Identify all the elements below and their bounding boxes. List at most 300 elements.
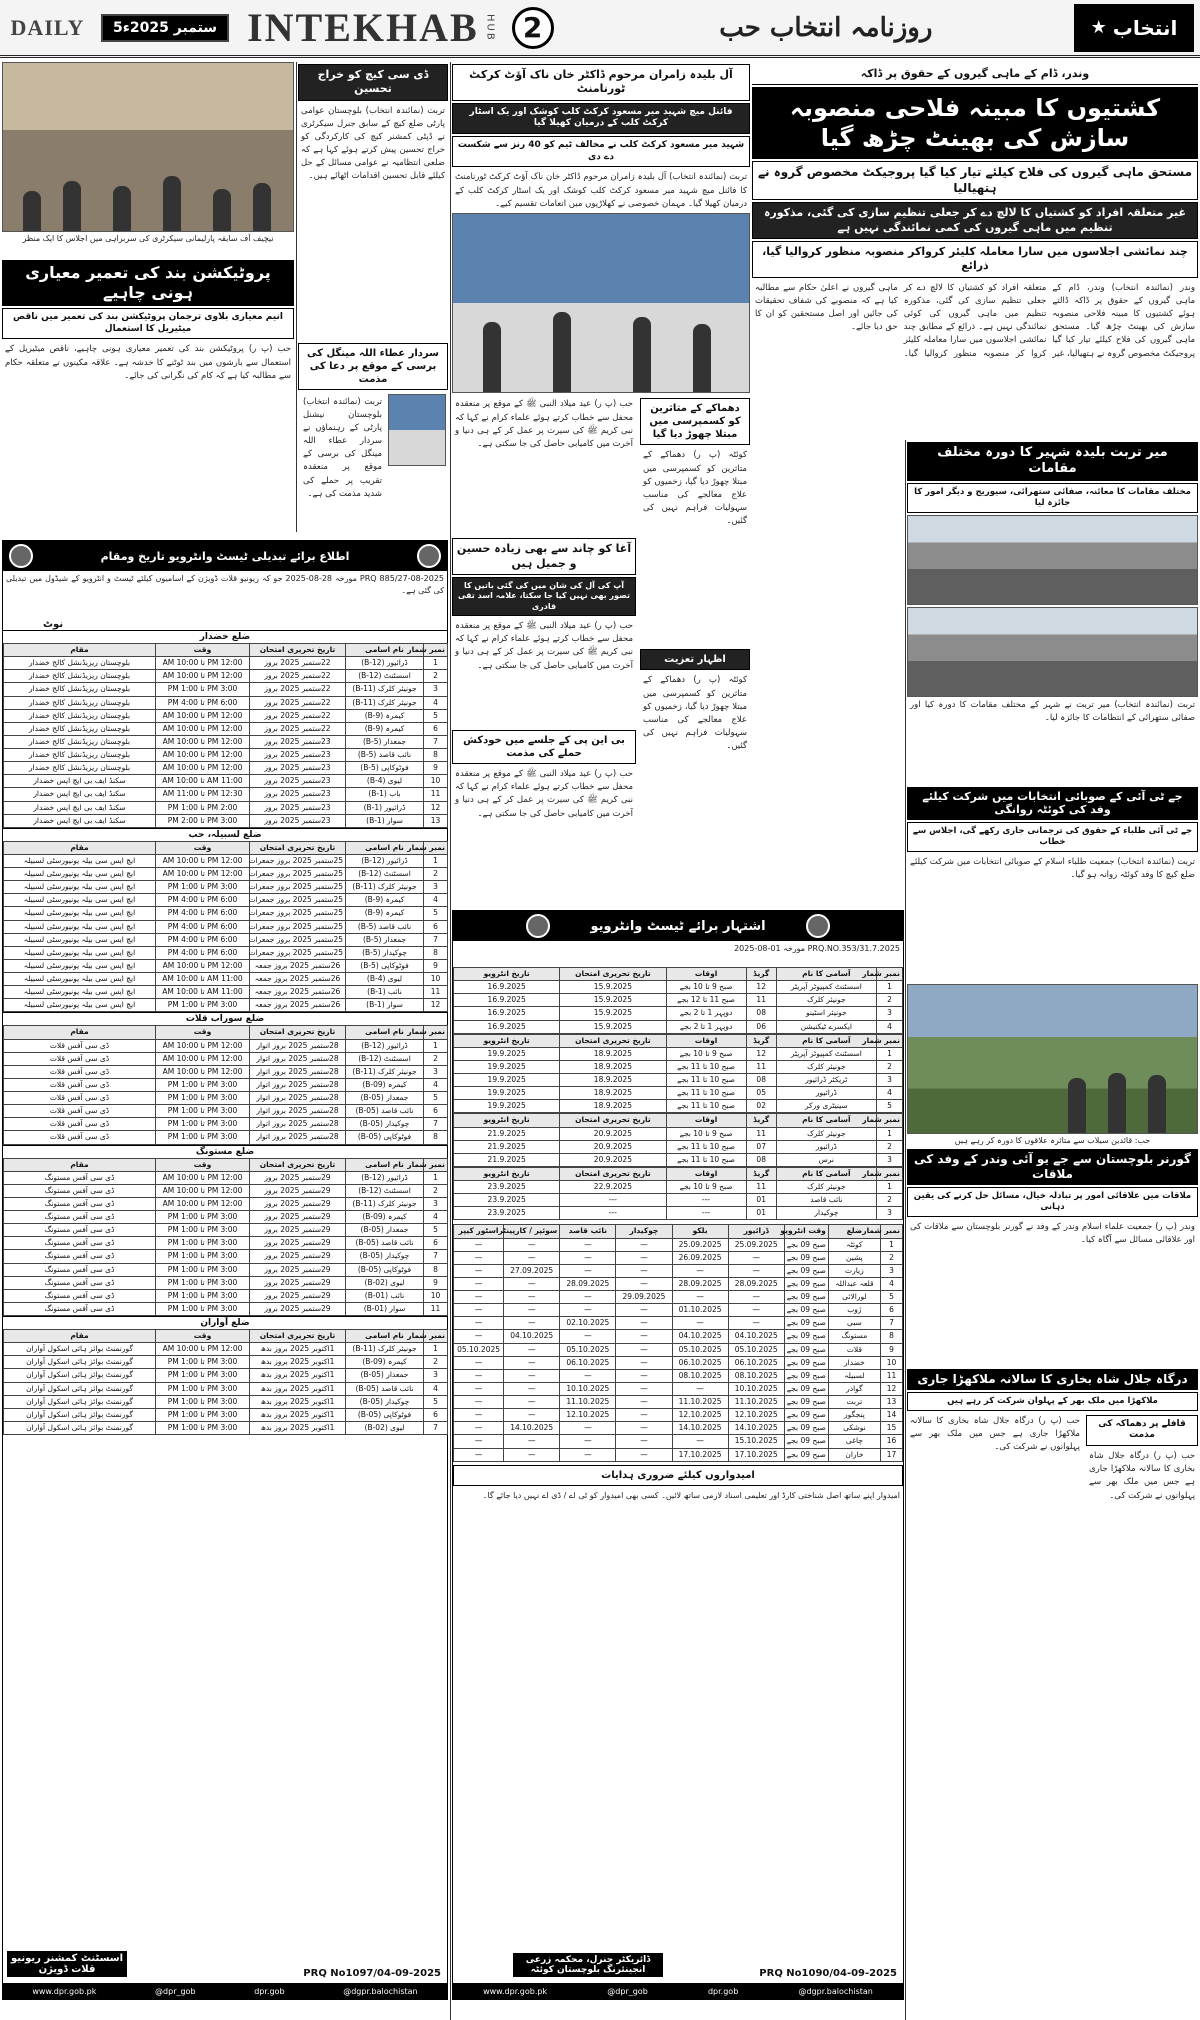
- table-cell: گوادر: [828, 1382, 880, 1395]
- table-cell: 3: [424, 1369, 448, 1382]
- ad-left-footer: [3, 1983, 447, 1999]
- table-cell: 12:00 PM تا 10:00 AM: [156, 1052, 250, 1065]
- religious-section: [452, 396, 750, 856]
- table-cell: 29.09.2025: [616, 1291, 672, 1304]
- table-cell: زیارت: [828, 1264, 880, 1277]
- table-header-row: [4, 1158, 448, 1171]
- table-cell: ڈی سی آفس قلات: [4, 1131, 156, 1144]
- table-cell: 11:00 AM تا 10:00 AM: [156, 973, 250, 986]
- table-cell: نائب قاصد: [776, 1194, 876, 1207]
- table-cell: —: [454, 1356, 504, 1369]
- table-cell: 15.9.2025: [560, 1007, 666, 1020]
- table-cell: 6: [880, 1304, 902, 1317]
- table-cell: 11: [746, 1181, 776, 1194]
- mayor-visit-headline: میر تربت بلیدہ شہیر کا دورہ مختلف مقامات: [907, 442, 1198, 481]
- table-row: [454, 1435, 903, 1448]
- table-cell: 26ستمبر 2025 بروز جمعہ: [250, 959, 346, 972]
- lead-body: وندر (نمائندہ انتخاب) وندر، ڈام کے ماہی گیروں کے حقوق پر ڈاکہ ڈالتے ہوئے کشتیوں کا مبینہ فلاحی منصوبہ سازش کی بھینٹ چڑھ گیا۔ مستحق ماہی گیروں کی فلاح کیلئے تیار کیا گیا پروجیکٹ مخصوص گروہ نے ہتھیالیا، غیر متعلقہ افراد کو کشتیاں کا لالچ دے کر جعلی تنظیم سازی کی گئی، مذکورہ تنظیم میں ماہی گیروں کی کوئی نمائندگی نہیں ہے۔ ذرائع کے مطابق چند نمائشی اجلاسوں میں سارا معاملہ کلیئر کروا کر منصوبہ منظور کروالیا گیا۔ ماہی گیروں نے اعلیٰ حکام سے مطالبہ کیا ہے کہ منصوبے کی شفاف تحقیقات کی جائیں اور اصل مستحقین کو ان کا حق دیا جائے۔: [755, 282, 1195, 359]
- table-cell: —: [672, 1317, 728, 1330]
- table-cell: جونیئر کلرک: [776, 1181, 876, 1194]
- table-cell: —: [616, 1317, 672, 1330]
- table-row: [4, 801, 448, 814]
- table-cell: 10: [424, 973, 448, 986]
- table-cell: 13: [424, 814, 448, 827]
- table-cell: 20.9.2025: [560, 1140, 666, 1153]
- table-cell: 1اکتوبر 2025 بروز بدھ: [250, 1369, 346, 1382]
- column-header: نمبر شمار: [876, 968, 902, 981]
- column-header: تاریخ تحریری امتحان: [250, 644, 346, 657]
- table-cell: —: [454, 1238, 504, 1251]
- table-cell: —: [454, 1330, 504, 1343]
- schedule-table: [453, 967, 903, 1034]
- table-header-row: [454, 1034, 903, 1047]
- table-cell: 1اکتوبر 2025 بروز بدھ: [250, 1356, 346, 1369]
- table-cell: فوٹوکاپی (B-05): [346, 1408, 424, 1421]
- table-cell: 16.9.2025: [454, 1020, 560, 1033]
- table-cell: 23.9.2025: [454, 1181, 560, 1194]
- obituary-body: تربت (نمائندہ انتخاب) بلوچستان نیشنل پارٹی کے رہنماؤں نے سردار عطاء اللہ مینگل کی برسی کے موقع پر منعقدہ تقریب پر حملے کی شدید مذمت کی ہے۔: [303, 396, 382, 499]
- mayor-visit-subhead: مختلف مقامات کا معائنہ، صفائی ستھرائی، سیوریج و دیگر امور کا جائزہ لیا: [907, 483, 1198, 513]
- table-row: [454, 1277, 903, 1290]
- table-cell: 4: [424, 1211, 448, 1224]
- table-cell: 28ستمبر 2025 بروز اتوار: [250, 1039, 346, 1052]
- table-row: [454, 1087, 903, 1100]
- table-row: [4, 683, 448, 696]
- table-cell: جمعدار (B-5): [346, 933, 424, 946]
- table-cell: ڈی سی آفس مستونگ: [4, 1237, 156, 1250]
- ad-left-tables: [3, 630, 447, 1435]
- table-cell: 7: [880, 1317, 902, 1330]
- table-cell: ---: [666, 1194, 746, 1207]
- table-cell: 28ستمبر 2025 بروز اتوار: [250, 1065, 346, 1078]
- schedule-table: [3, 643, 448, 828]
- table-cell: نائب (B-1): [346, 986, 424, 999]
- instagram-handle[interactable]: dpr.gob: [254, 1986, 285, 1996]
- condolence-body: کوئٹہ (پ ر) دھماکے کے متاثرین کو کسمپرسی میں مبتلا چھوڑ دیا گیا، زخمیوں کو علاج معالجے کی مناسب سہولیات فراہم نہیں کی گئیں۔: [643, 675, 747, 752]
- column-divider: [296, 62, 297, 532]
- table-cell: 25ستمبر 2025 بروز جمعرات: [250, 920, 346, 933]
- table-cell: بلوچستان ریزیڈنشل کالج خضدار: [4, 696, 156, 709]
- twitter-handle[interactable]: @dpr_gob: [607, 1986, 648, 1996]
- blast-victims-column: [640, 396, 750, 856]
- table-cell: 12:00 PM تا 10:00 AM: [156, 657, 250, 670]
- table-cell: —: [504, 1356, 560, 1369]
- dc-kech-headline: ڈی سی کیچ کو خراج تحسین: [298, 64, 448, 101]
- table-cell: —: [454, 1277, 504, 1290]
- table-row: [454, 1074, 903, 1087]
- flood-photo-caption: حب: قائدین سیلاب سے متاثرہ علاقوں کا دورہ کر رہے ہیں: [954, 1136, 1151, 1146]
- column-header: نام اسامی: [346, 1026, 424, 1039]
- table-cell: 3:00 PM تا 1:00 PM: [156, 1395, 250, 1408]
- table-cell: 14.10.2025: [728, 1422, 784, 1435]
- table-cell: جونیئر کلرک (B-11): [346, 1197, 424, 1210]
- table-cell: اسسٹنٹ (B-12): [346, 868, 424, 881]
- table-cell: ایچ ایس سی بیلہ یونیورسٹی لسبیلہ: [4, 894, 156, 907]
- person-figure: [113, 186, 131, 231]
- table-cell: جونیئر کلرک: [776, 1127, 876, 1140]
- table-row: [454, 1153, 903, 1166]
- blast-victims-headline: دھماکے کے متاثرین کو کسمپرسی میں مبتلا چھوڑ دیا گیا: [640, 398, 750, 445]
- table-cell: 29ستمبر 2025 بروز: [250, 1211, 346, 1224]
- table-cell: 3:00 PM تا 1:00 PM: [156, 683, 250, 696]
- schedule-table: [453, 1224, 903, 1461]
- table-cell: بلوچستان ریزیڈنشل کالج خضدار: [4, 683, 156, 696]
- table-cell: سبی: [828, 1317, 880, 1330]
- table-cell: دوپہر 1 تا 2 بجے: [666, 1007, 746, 1020]
- table-cell: 22ستمبر 2025 بروز: [250, 709, 346, 722]
- table-cell: 19.9.2025: [454, 1074, 560, 1087]
- table-row: [4, 1105, 448, 1118]
- table-cell: ایچ ایس سی بیلہ یونیورسٹی لسبیلہ: [4, 973, 156, 986]
- table-cell: صبح 09 بجے: [784, 1330, 828, 1343]
- table-cell: صبح 9 تا 10 بجے: [666, 1047, 746, 1060]
- protection-body: حب (پ ر) پروٹیکشن بند کی تعمیر معیاری ہونی چاہیے، ناقص میٹیریل کے استعمال سے بارشوں میں بند ٹوٹنے کا خدشہ ہے۔ علاقہ مکینوں نے متعلقہ حکام سے مطالبہ کیا ہے کہ کام کی نگرانی کی جائے۔: [5, 344, 291, 381]
- table-cell: 23.9.2025: [454, 1207, 560, 1220]
- table-cell: 12:00 PM تا 10:00 AM: [156, 1184, 250, 1197]
- table-cell: —: [728, 1304, 784, 1317]
- table-cell: صبح 09 بجے: [784, 1369, 828, 1382]
- cricket-subhead: فائنل میچ شہید میر مسعود کرکٹ کلب کوشک اور یک اسٹار کرکٹ کلب کے درمیان کھیلا گیا: [452, 103, 750, 134]
- person-figure: [1108, 1073, 1126, 1133]
- table-cell: ایکسرے ٹیکنیشن: [776, 1020, 876, 1033]
- table-cell: 9: [880, 1343, 902, 1356]
- table-cell: چوکیدار (B-05): [346, 1118, 424, 1131]
- table-row: [4, 1250, 448, 1263]
- column-header: تاریخ تحریری امتحان: [250, 841, 346, 854]
- table-row: [4, 1131, 448, 1144]
- table-row: [4, 1343, 448, 1356]
- column-header: گریڈ: [746, 1114, 776, 1127]
- table-cell: 21.9.2025: [454, 1153, 560, 1166]
- column-header: نمبر شمار: [424, 644, 448, 657]
- table-cell: —: [504, 1304, 560, 1317]
- table-cell: 2: [424, 1052, 448, 1065]
- table-cell: 4: [880, 1277, 902, 1290]
- schedule-table: [453, 1113, 903, 1167]
- table-cell: 1اکتوبر 2025 بروز بدھ: [250, 1421, 346, 1434]
- facebook-handle[interactable]: @dgpr.balochistan: [343, 1986, 418, 1996]
- bnp-headline: بی این پی کے جلسے میں خودکش حملے کی مذمت: [452, 730, 636, 764]
- table-cell: فوٹوکاپی (B-05): [346, 1131, 424, 1144]
- table-cell: 23ستمبر 2025 بروز: [250, 788, 346, 801]
- masthead: [0, 0, 1200, 58]
- table-cell: 12.10.2025: [560, 1409, 616, 1422]
- table-cell: 2: [424, 1356, 448, 1369]
- table-row: [454, 1207, 903, 1220]
- web-link[interactable]: www.dpr.gob.pk: [483, 1986, 548, 1996]
- column-header: نمبر شمار: [424, 1026, 448, 1039]
- table-cell: صبح 09 بجے: [784, 1356, 828, 1369]
- table-row: [454, 1140, 903, 1153]
- table-row: [454, 1264, 903, 1277]
- table-cell: 25ستمبر 2025 بروز جمعرات: [250, 854, 346, 867]
- table-cell: 6:00 PM تا 4:00 PM: [156, 920, 250, 933]
- table-cell: 08: [746, 1074, 776, 1087]
- table-row: [454, 981, 903, 994]
- table-row: [454, 1047, 903, 1060]
- table-cell: 7: [424, 1421, 448, 1434]
- table-cell: 3:00 PM تا 1:00 PM: [156, 999, 250, 1012]
- table-cell: 12:00 PM تا 10:00 AM: [156, 735, 250, 748]
- table-cell: 3:00 PM تا 1:00 PM: [156, 1408, 250, 1421]
- column-header: وقت: [156, 841, 250, 854]
- table-row: [4, 973, 448, 986]
- column-header: تاریخ تحریری امتحان: [560, 968, 666, 981]
- table-cell: 4: [876, 1087, 902, 1100]
- table-cell: 23ستمبر 2025 بروز: [250, 801, 346, 814]
- table-cell: 28ستمبر 2025 بروز اتوار: [250, 1092, 346, 1105]
- table-cell: 11: [746, 1060, 776, 1073]
- ad-left-signature: [7, 1951, 127, 1977]
- table-cell: سکنڈ ایف بی ایچ ایس خضدار: [4, 775, 156, 788]
- jti-subhead: جے ٹی آئی طلباء کے حقوق کی ترجمانی جاری رکھے گی، اجلاس سے خطاب: [907, 822, 1198, 852]
- table-cell: ڈی سی آفس قلات: [4, 1105, 156, 1118]
- table-cell: 7: [424, 1250, 448, 1263]
- table-row: [4, 1052, 448, 1065]
- table-cell: ڈی سی آفس قلات: [4, 1039, 156, 1052]
- twitter-handle[interactable]: @dpr_gob: [155, 1986, 196, 1996]
- table-cell: 1: [876, 981, 902, 994]
- table-header-row: [4, 1330, 448, 1343]
- table-cell: 3:00 PM تا 1:00 PM: [156, 1131, 250, 1144]
- table-row: [4, 1408, 448, 1421]
- table-row: [4, 933, 448, 946]
- table-cell: 22ستمبر 2025 بروز: [250, 657, 346, 670]
- table-cell: 6: [424, 1408, 448, 1421]
- facebook-handle[interactable]: @dgpr.balochistan: [798, 1986, 873, 1996]
- table-cell: جمعدار (B-05): [346, 1092, 424, 1105]
- lead-subhead-2: غیر متعلقہ افراد کو کشتیاں کا لالچ دے کر جعلی تنظیم سازی کی گئی، مذکورہ تنظیم میں ماہی گیروں کی کمی نمائندگی نہیں ہے: [752, 202, 1198, 239]
- table-cell: —: [616, 1409, 672, 1422]
- masthead-daily: DAILY: [10, 14, 85, 40]
- table-cell: 5: [880, 1291, 902, 1304]
- table-row: [4, 920, 448, 933]
- person-figure: [213, 189, 231, 231]
- table-cell: 25ستمبر 2025 بروز جمعرات: [250, 933, 346, 946]
- district-label: ضلع خضدار: [3, 630, 447, 643]
- govt-seal-icon: [806, 914, 830, 938]
- governor-meeting-headline: گورنر بلوچستان سے جے یو آئی وندر کے وفد کی ملاقات: [907, 1149, 1198, 1185]
- newspaper-logo: [1074, 4, 1194, 52]
- mayor-visit-photo-1: [907, 515, 1198, 605]
- table-cell: جونیئر اسٹینو: [776, 1007, 876, 1020]
- table-cell: 04.10.2025: [504, 1330, 560, 1343]
- table-cell: ڈرائیور (B-12): [346, 1171, 424, 1184]
- column-header: تاریخ انٹرویو: [454, 1167, 560, 1180]
- table-cell: 08.10.2025: [672, 1369, 728, 1382]
- table-cell: چوکیدار (B-05): [346, 1250, 424, 1263]
- column-header: مقام: [4, 841, 156, 854]
- table-cell: ---: [666, 1207, 746, 1220]
- table-cell: —: [672, 1435, 728, 1448]
- table-cell: لیوی (B-02): [346, 1276, 424, 1289]
- table-cell: ڈی سی آفس مستونگ: [4, 1197, 156, 1210]
- table-cell: —: [504, 1435, 560, 1448]
- table-row: [4, 881, 448, 894]
- table-cell: 3:00 PM تا 1:00 PM: [156, 1382, 250, 1395]
- govt-seal-icon: [9, 544, 33, 568]
- jti-headline: جے ٹی آئی کے صوبائی انتخابات میں شرکت کیلئے وفد کی کوئٹہ روانگی: [907, 787, 1198, 821]
- table-cell: 2: [424, 868, 448, 881]
- table-row: [4, 749, 448, 762]
- instructions-headline: امیدواروں کیلئے ضروری ہدایات: [453, 1465, 903, 1486]
- table-cell: گورنمنٹ بوائز ہائی اسکول آواران: [4, 1343, 156, 1356]
- table-cell: جمعدار (B-05): [346, 1369, 424, 1382]
- table-cell: 3: [424, 683, 448, 696]
- table-cell: ڈی سی آفس قلات: [4, 1118, 156, 1131]
- table-cell: گورنمنٹ بوائز ہائی اسکول آواران: [4, 1382, 156, 1395]
- web-link[interactable]: www.dpr.gob.pk: [32, 1986, 97, 1996]
- table-cell: 12: [424, 999, 448, 1012]
- table-cell: —: [560, 1448, 616, 1461]
- column-divider: [450, 62, 451, 2020]
- table-cell: پشین: [828, 1251, 880, 1264]
- table-cell: ڈی سی آفس مستونگ: [4, 1276, 156, 1289]
- column-header: تاریخ انٹرویو: [454, 968, 560, 981]
- table-cell: 3:00 PM تا 1:00 PM: [156, 1224, 250, 1237]
- table-cell: 04.10.2025: [728, 1330, 784, 1343]
- table-cell: 10: [424, 775, 448, 788]
- table-cell: 26.09.2025: [672, 1251, 728, 1264]
- table-cell: —: [504, 1343, 560, 1356]
- table-cell: گورنمنٹ بوائز ہائی اسکول آواران: [4, 1356, 156, 1369]
- ad-mid-signature: [513, 1953, 663, 1977]
- table-cell: صبح 11 تا 12 بجے: [666, 994, 746, 1007]
- person-figure: [63, 181, 81, 231]
- table-cell: صبح 10 تا 11 بجے: [666, 1153, 746, 1166]
- column-header: مقام: [4, 644, 156, 657]
- table-row: [4, 1224, 448, 1237]
- table-row: [4, 696, 448, 709]
- table-row: [4, 1263, 448, 1276]
- table-cell: 11: [746, 994, 776, 1007]
- table-cell: 11: [746, 1127, 776, 1140]
- table-cell: 12:00 PM تا 10:00 AM: [156, 722, 250, 735]
- table-cell: 16.9.2025: [454, 981, 560, 994]
- table-cell: 22.9.2025: [560, 1181, 666, 1194]
- table-cell: بلوچستان ریزیڈنشل کالج خضدار: [4, 657, 156, 670]
- table-header-row: [454, 1114, 903, 1127]
- table-cell: 2: [876, 1140, 902, 1153]
- table-cell: 28ستمبر 2025 بروز اتوار: [250, 1105, 346, 1118]
- table-cell: ---: [560, 1207, 666, 1220]
- column-header: گریڈ: [746, 968, 776, 981]
- table-cell: —: [454, 1264, 504, 1277]
- table-row: [4, 1211, 448, 1224]
- column-header: آسامی کا نام: [776, 1114, 876, 1127]
- table-cell: 3:00 PM تا 1:00 PM: [156, 881, 250, 894]
- table-cell: صبح 09 بجے: [784, 1343, 828, 1356]
- table-cell: 12:00 PM تا 10:00 AM: [156, 1065, 250, 1078]
- table-cell: 25.09.2025: [728, 1238, 784, 1251]
- person-figure: [1068, 1078, 1086, 1133]
- table-cell: —: [616, 1330, 672, 1343]
- column-header: تاریخ تحریری امتحان: [250, 1330, 346, 1343]
- table-cell: 3:00 PM تا 1:00 PM: [156, 1276, 250, 1289]
- table-cell: 9: [424, 959, 448, 972]
- govt-seal-icon: [417, 544, 441, 568]
- table-cell: ایچ ایس سی بیلہ یونیورسٹی لسبیلہ: [4, 946, 156, 959]
- column-header: اوقات: [666, 968, 746, 981]
- table-cell: جونیئر کلرک: [776, 1060, 876, 1073]
- table-cell: لسبیلہ: [828, 1369, 880, 1382]
- table-cell: 1: [880, 1238, 902, 1251]
- table-cell: 28.09.2025: [672, 1277, 728, 1290]
- column-header: نمبر شمار: [880, 1225, 902, 1238]
- table-row: [4, 1171, 448, 1184]
- table-cell: 10: [424, 1289, 448, 1302]
- table-cell: ---: [560, 1194, 666, 1207]
- table-cell: 10.10.2025: [560, 1382, 616, 1395]
- table-cell: —: [560, 1251, 616, 1264]
- table-cell: 19.9.2025: [454, 1087, 560, 1100]
- table-cell: 5: [424, 709, 448, 722]
- table-cell: جونیئر کلرک (B-11): [346, 881, 424, 894]
- obituary-block: [298, 392, 448, 506]
- table-cell: خضدار: [828, 1356, 880, 1369]
- column-header: گریڈ: [746, 1167, 776, 1180]
- ad-left-header: [3, 541, 447, 571]
- test-interview-ad: [452, 910, 904, 2000]
- cricket-headline: آل بلیدہ زامران مرحوم ڈاکٹر خان ناک آؤٹ کرکٹ ٹورنامنٹ: [452, 64, 750, 101]
- table-row: [4, 1369, 448, 1382]
- table-cell: 2: [876, 994, 902, 1007]
- table-cell: اسسٹنٹ (B-12): [346, 670, 424, 683]
- table-row: [4, 722, 448, 735]
- table-cell: 04.10.2025: [672, 1330, 728, 1343]
- table-cell: 27.09.2025: [504, 1264, 560, 1277]
- ad-mid-schedule: [453, 1224, 903, 1461]
- table-cell: ڈی سی آفس قلات: [4, 1065, 156, 1078]
- table-cell: نائب قاصد (B-5): [346, 920, 424, 933]
- table-cell: 28.09.2025: [560, 1277, 616, 1290]
- photo-caption: نیچیف آف سابقہ پارلیمانی سیکرٹری کی سربراہی میں اجلاس کا ایک منظر: [22, 234, 274, 243]
- table-cell: ایچ ایس سی بیلہ یونیورسٹی لسبیلہ: [4, 933, 156, 946]
- table-cell: 19.9.2025: [454, 1047, 560, 1060]
- table-cell: —: [504, 1238, 560, 1251]
- table-cell: 6: [424, 1237, 448, 1250]
- instagram-handle[interactable]: dpr.gob: [707, 1986, 739, 1996]
- table-cell: سوار (B-1): [346, 999, 424, 1012]
- table-row: [4, 854, 448, 867]
- column-header: ضلع: [828, 1225, 880, 1238]
- table-cell: اسسٹنٹ (B-12): [346, 1184, 424, 1197]
- table-cell: ڈی سی آفس قلات: [4, 1092, 156, 1105]
- table-cell: 12:00 PM تا 10:00 AM: [156, 959, 250, 972]
- column-header: تاریخ تحریری امتحان: [250, 1026, 346, 1039]
- table-cell: —: [560, 1369, 616, 1382]
- table-cell: —: [504, 1251, 560, 1264]
- table-cell: صبح 09 بجے: [784, 1448, 828, 1461]
- lead-subhead-3: چند نمائشی اجلاسوں میں سارا معاملہ کلیئر کرواکر منصوبہ منظور کروالیا گیا، ذرائع: [752, 241, 1198, 278]
- table-row: [454, 1100, 903, 1113]
- table-cell: 3:00 PM تا 1:00 PM: [156, 1118, 250, 1131]
- table-cell: 12:00 PM تا 10:00 AM: [156, 1039, 250, 1052]
- table-cell: 16: [880, 1435, 902, 1448]
- table-row: [454, 1127, 903, 1140]
- table-row: [4, 1092, 448, 1105]
- table-cell: 29ستمبر 2025 بروز: [250, 1276, 346, 1289]
- table-cell: لیوی (B-4): [346, 973, 424, 986]
- table-row: [4, 1382, 448, 1395]
- person-figure: [693, 324, 711, 392]
- column-header: وقت: [156, 1330, 250, 1343]
- table-cell: 6:00 PM تا 4:00 PM: [156, 933, 250, 946]
- column-header: چوکیدار: [616, 1225, 672, 1238]
- governor-meeting-body: وندر (پ ر) جمعیت علماء اسلام وندر کے وفد نے گورنر بلوچستان سے ملاقات کی اور علاقائی مسائل سے آگاہ کیا۔: [910, 1221, 1195, 1245]
- table-row: [4, 709, 448, 722]
- table-cell: 29ستمبر 2025 بروز: [250, 1250, 346, 1263]
